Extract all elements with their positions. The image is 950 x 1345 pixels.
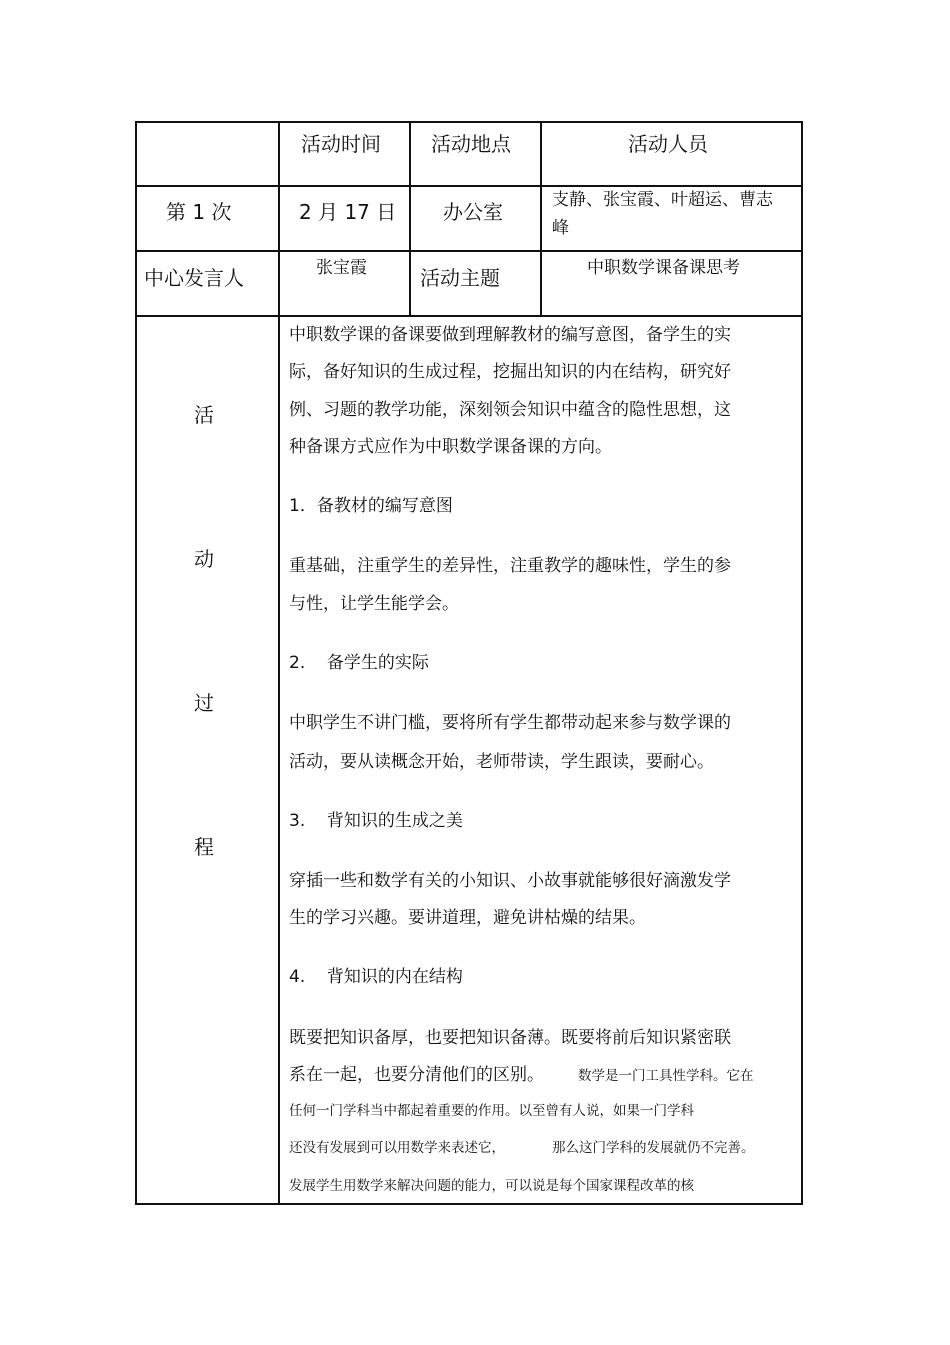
- process-label-char-3: 过: [194, 691, 214, 715]
- process-line-12: 穿插一些和数学有关的小知识、小故事就能够很好滴激发学: [289, 871, 731, 891]
- theme-value: 中职数学课备课思考: [587, 258, 740, 278]
- process-small-line-1: 任何一门学科当中都起着重要的作用。以至曾有人说，如果一门学科: [289, 1103, 694, 1119]
- process-small-tail: 数学是一门工具性学科。它在: [578, 1068, 754, 1084]
- table-right-border: [801, 121, 803, 1205]
- speaker-label: 中心发言人: [144, 266, 244, 290]
- row1-people-line1: 支静、张宝霞、叶超运、曹志: [552, 190, 773, 210]
- process-small-line-2a: 还没有发展到可以用数学来表述它，: [289, 1140, 505, 1156]
- row1-label: 第 1 次: [166, 200, 232, 224]
- theme-label: 活动主题: [420, 266, 500, 290]
- process-line-1: 中职数学课的备课要做到理解教材的编写意图，备学生的实: [289, 325, 731, 345]
- row1-bottom-border: [135, 250, 803, 252]
- header-people: 活动人员: [628, 132, 708, 156]
- process-line-10: 活动，要从读概念开始，老师带读，学生跟读，要耐心。: [289, 752, 714, 772]
- process-label-char-1: 活: [194, 403, 214, 427]
- row1-place: 办公室: [443, 200, 503, 224]
- process-line-9: 中职学生不讲门槛，要将所有学生都带动起来参与数学课的: [289, 713, 731, 733]
- row1-people-line2: 峰: [552, 218, 569, 238]
- header-time: 活动时间: [301, 132, 381, 156]
- process-line-3: 例、习题的教学功能，深刻领会知识中蕴含的隐性思想，这: [289, 400, 731, 420]
- table-top-border: [135, 121, 803, 123]
- table-left-border: [135, 121, 137, 1205]
- process-label-char-2: 动: [194, 547, 214, 571]
- col3-divider: [540, 121, 542, 317]
- process-label-char-4: 程: [194, 835, 214, 859]
- process-line-15: 既要把知识备厚，也要把知识备薄。既要将前后知识紧密联: [289, 1028, 731, 1048]
- section-heading-1: 1．备教材的编写意图: [289, 496, 453, 516]
- process-small-line-2b: 那么这门学科的发展就仍不完善。: [552, 1140, 755, 1156]
- col1-divider: [278, 121, 280, 1205]
- process-line-16: 系在一起，也要分清他们的区别。: [289, 1065, 544, 1085]
- row1-time: 2 月 17 日: [299, 200, 397, 224]
- table-bottom-border: [135, 1203, 803, 1205]
- process-small-line-3: 发展学生用数学来解决问题的能力，可以说是每个国家课程改革的核: [289, 1178, 694, 1194]
- row2-bottom-border: [135, 315, 803, 317]
- speaker-name: 张宝霞: [316, 258, 367, 278]
- header-bottom-border: [135, 185, 803, 187]
- process-line-2: 际，备好知识的生成过程，挖掘出知识的内在结构，研究好: [289, 362, 731, 382]
- process-line-7: 与性，让学生能学会。: [289, 594, 459, 614]
- section-heading-3: 3. 背知识的生成之美: [289, 811, 463, 831]
- header-place: 活动地点: [431, 132, 511, 156]
- process-line-6: 重基础，注重学生的差异性，注重教学的趣味性，学生的参: [289, 556, 731, 576]
- process-line-13: 生的学习兴趣。要讲道理，避免讲枯燥的结果。: [289, 908, 646, 928]
- col2-divider: [409, 121, 411, 317]
- section-heading-2: 2. 备学生的实际: [289, 653, 429, 673]
- section-heading-4: 4. 背知识的内在结构: [289, 967, 463, 987]
- process-line-4: 种备课方式应作为中职数学课备课的方向。: [289, 437, 612, 457]
